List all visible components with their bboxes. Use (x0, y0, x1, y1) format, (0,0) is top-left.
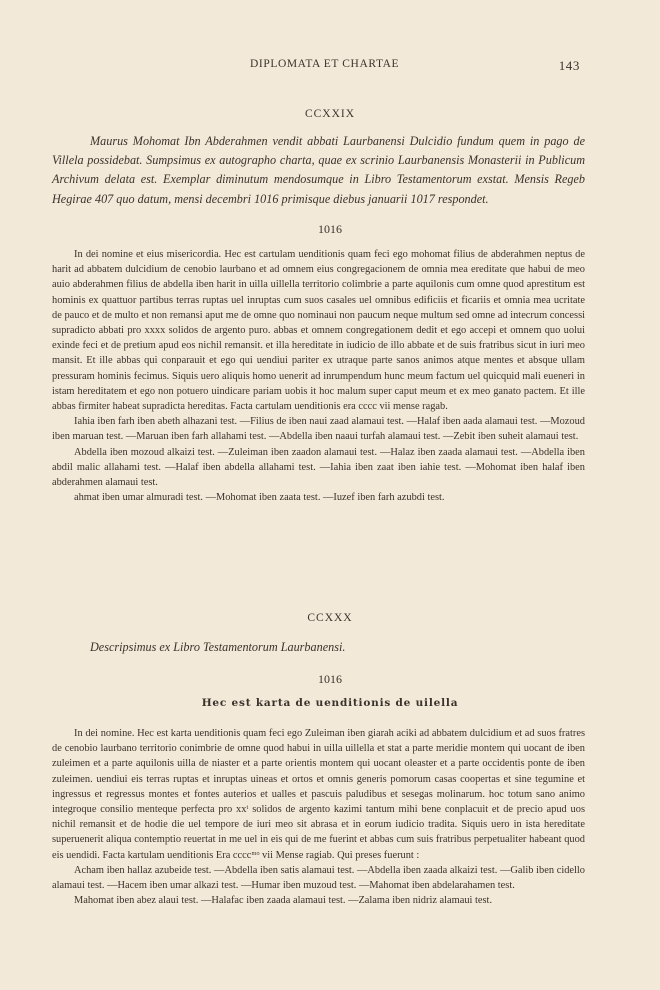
running-title: DIPLOMATA ET CHARTAE (250, 58, 400, 70)
doc1-regest-text: Maurus Mohomat Ibn Abderahmen vendit abbati Laurbanensi Dulcidio fundum quem in pago de Villela possidebat. Sumpsimus ex autographo charta, quae ex scrinio Laurbanensis Monasterii in Publicum Archivum delata est. Exemplar diminutum mendosumque in Libro Testamentorum exstat. Mensis Regeb Hegirae 407 quo datum, mensi decembri 1016 primisque diebus januarii 1017 respondet. (52, 134, 585, 206)
doc1-body (52, 247, 585, 505)
doc1-regest (52, 132, 585, 209)
doc2-body (52, 726, 585, 908)
running-head (0, 58, 660, 74)
doc1-year: 1016 (318, 222, 342, 236)
doc2-paragraph: In dei nomine. Hec est karta uenditionis quam feci ego Zuleiman iben giarah aciki ad abbatem dulcidium et ad suos fratres de cenobio laurbano territorio conimbrie de omne quod habui in uilla uillella et stat a parte meridie montem qui uocant de iben zuleimen et a parte aquilonis uilla de niaster et a parte orientis montem qui uocant oleaster et a parte occidentis ponte de iben zuleimen. uendiui eis terras ruptas et inruptas uineas et ortos et omnis generis pomorum casas coopertas et sine tegumine et ingressus et regressus montes et fontes auterios et ualles et pascuis paludibus et sesegas molinarum. hoc totum sano animo integroque consilio menteque perfecta pro xxᵗ solidos de argento kazimi tantum mihi bene conplacuit et de precio apud uos nichil remansit et de hodie die uel tempore de iuri meo sit abrasa et in eorum iudicio tradita. Siquis uero in ista hereditate superuenerit aliqua contemptio reuertat in me uel in eis qui de me fuerint et abbas cum suis fratribus perpetualiter habeant quod eis uendidi. Facta kartulam uenditionis Era ccccᵐᵒ vii Mense ragiab. Qui preses fuerunt : (52, 728, 585, 861)
doc2-year: 1016 (318, 672, 342, 686)
doc2-regest (52, 638, 585, 657)
doc1-paragraph: In dei nomine et eius misericordia. Hec est cartulam uenditionis quam feci ego mohomat filius de abderahmen neptus de harit ad abbatem dulcidium de cenobio laurbano et ad omnem eius congregacionem de omnia mea ereditate que habui de meo auio abderahmen filius de abdella iben harit in uilla uillella territorio colimbrie a parte aquilonis cum omne quod aprestitum est hominis ex quattuor partibus terras ruptas uel inruptas cum suos casales uel omnibus edificiis et ficariis et omnia mea ucritate de pauco et de multo et non remansi aput me de omne quo nominaui non paucum neque multum sed omne ad intecrum concessi supradicto abbati pro xxxx solidos de argento puro. abbas et omnem congregationem dedit et ego accepi et omnem quo uolui exinde feci et de pretium apud eos nichil remansit. et illa hereditate in iudicio de illo abbate et de suis fratribus sicut in iuri meo mansit. Et ille abbas qui conparauit et ego qui uendiui pariter ex utraque parte sanos animos atque mentes et absque ullam pressuram hominis fecimus. Siquis uero aliquis homo uenerit ad inrumpendum hunc meum factum uel quicquid mali eueneri in istam hereditatem et ego non potuero uindicare pariam uobis it hoc malum super caput meum et ex meo ganato pactem. Et ille abbas firmiter habeat supradicta hereditas. Facta cartulam uenditionis era cccc vii mense ragab. (52, 249, 585, 413)
doc1-witnesses: ahmat iben umar almuradi test. —Mohomat iben zaata test. —Iuzef iben farh azubdi test. (74, 492, 445, 504)
doc1-witnesses: Iahia iben farh iben abeth alhazani test. —Filius de iben naui zaad alamaui test. —Halaf iben aada alamaui test. —Mozoud iben maruan test. —Maruan iben farh allahami test. —Abdella iben naaui turfah alamaui test. —Zebit iben suheit alamaui test. (52, 416, 585, 443)
doc2-numeral: CCXXX (307, 612, 353, 624)
doc2-witnesses: Acham iben hallaz azubeide test. —Abdella iben satis alamaui test. —Abdella iben zaada alkaizi test. —Galib iben cidello alamaui test. —Hacem iben umar alkazi test. —Humar iben muzoud test. —Mahomat iben abdelarahamen test. (52, 864, 585, 892)
doc1-witnesses: Abdella iben mozoud alkaizi test. —Zuleiman iben zaadon alamaui test. —Halaz iben zaada alamaui test. —Abdella iben abdil malic allahami test. —Halaf iben abdella allahami test. —Iahia iben zaat iben iahie test. —Mohomat iben halaf iben abderahmen alamaui test. (52, 446, 585, 489)
doc2-title: Hec est karta de uenditionis de uilella (201, 697, 459, 709)
doc2-regest-text: Descripsimus ex Libro Testamentorum Laurbanensi. (90, 640, 346, 654)
doc1-numeral: CCXXIX (304, 108, 356, 120)
page-number: 143 (558, 58, 580, 73)
doc2-witnesses: Mahomat iben abez alaui test. —Halafac iben zaada alamaui test. —Zalama iben nidriz alamaui test. (74, 895, 493, 907)
